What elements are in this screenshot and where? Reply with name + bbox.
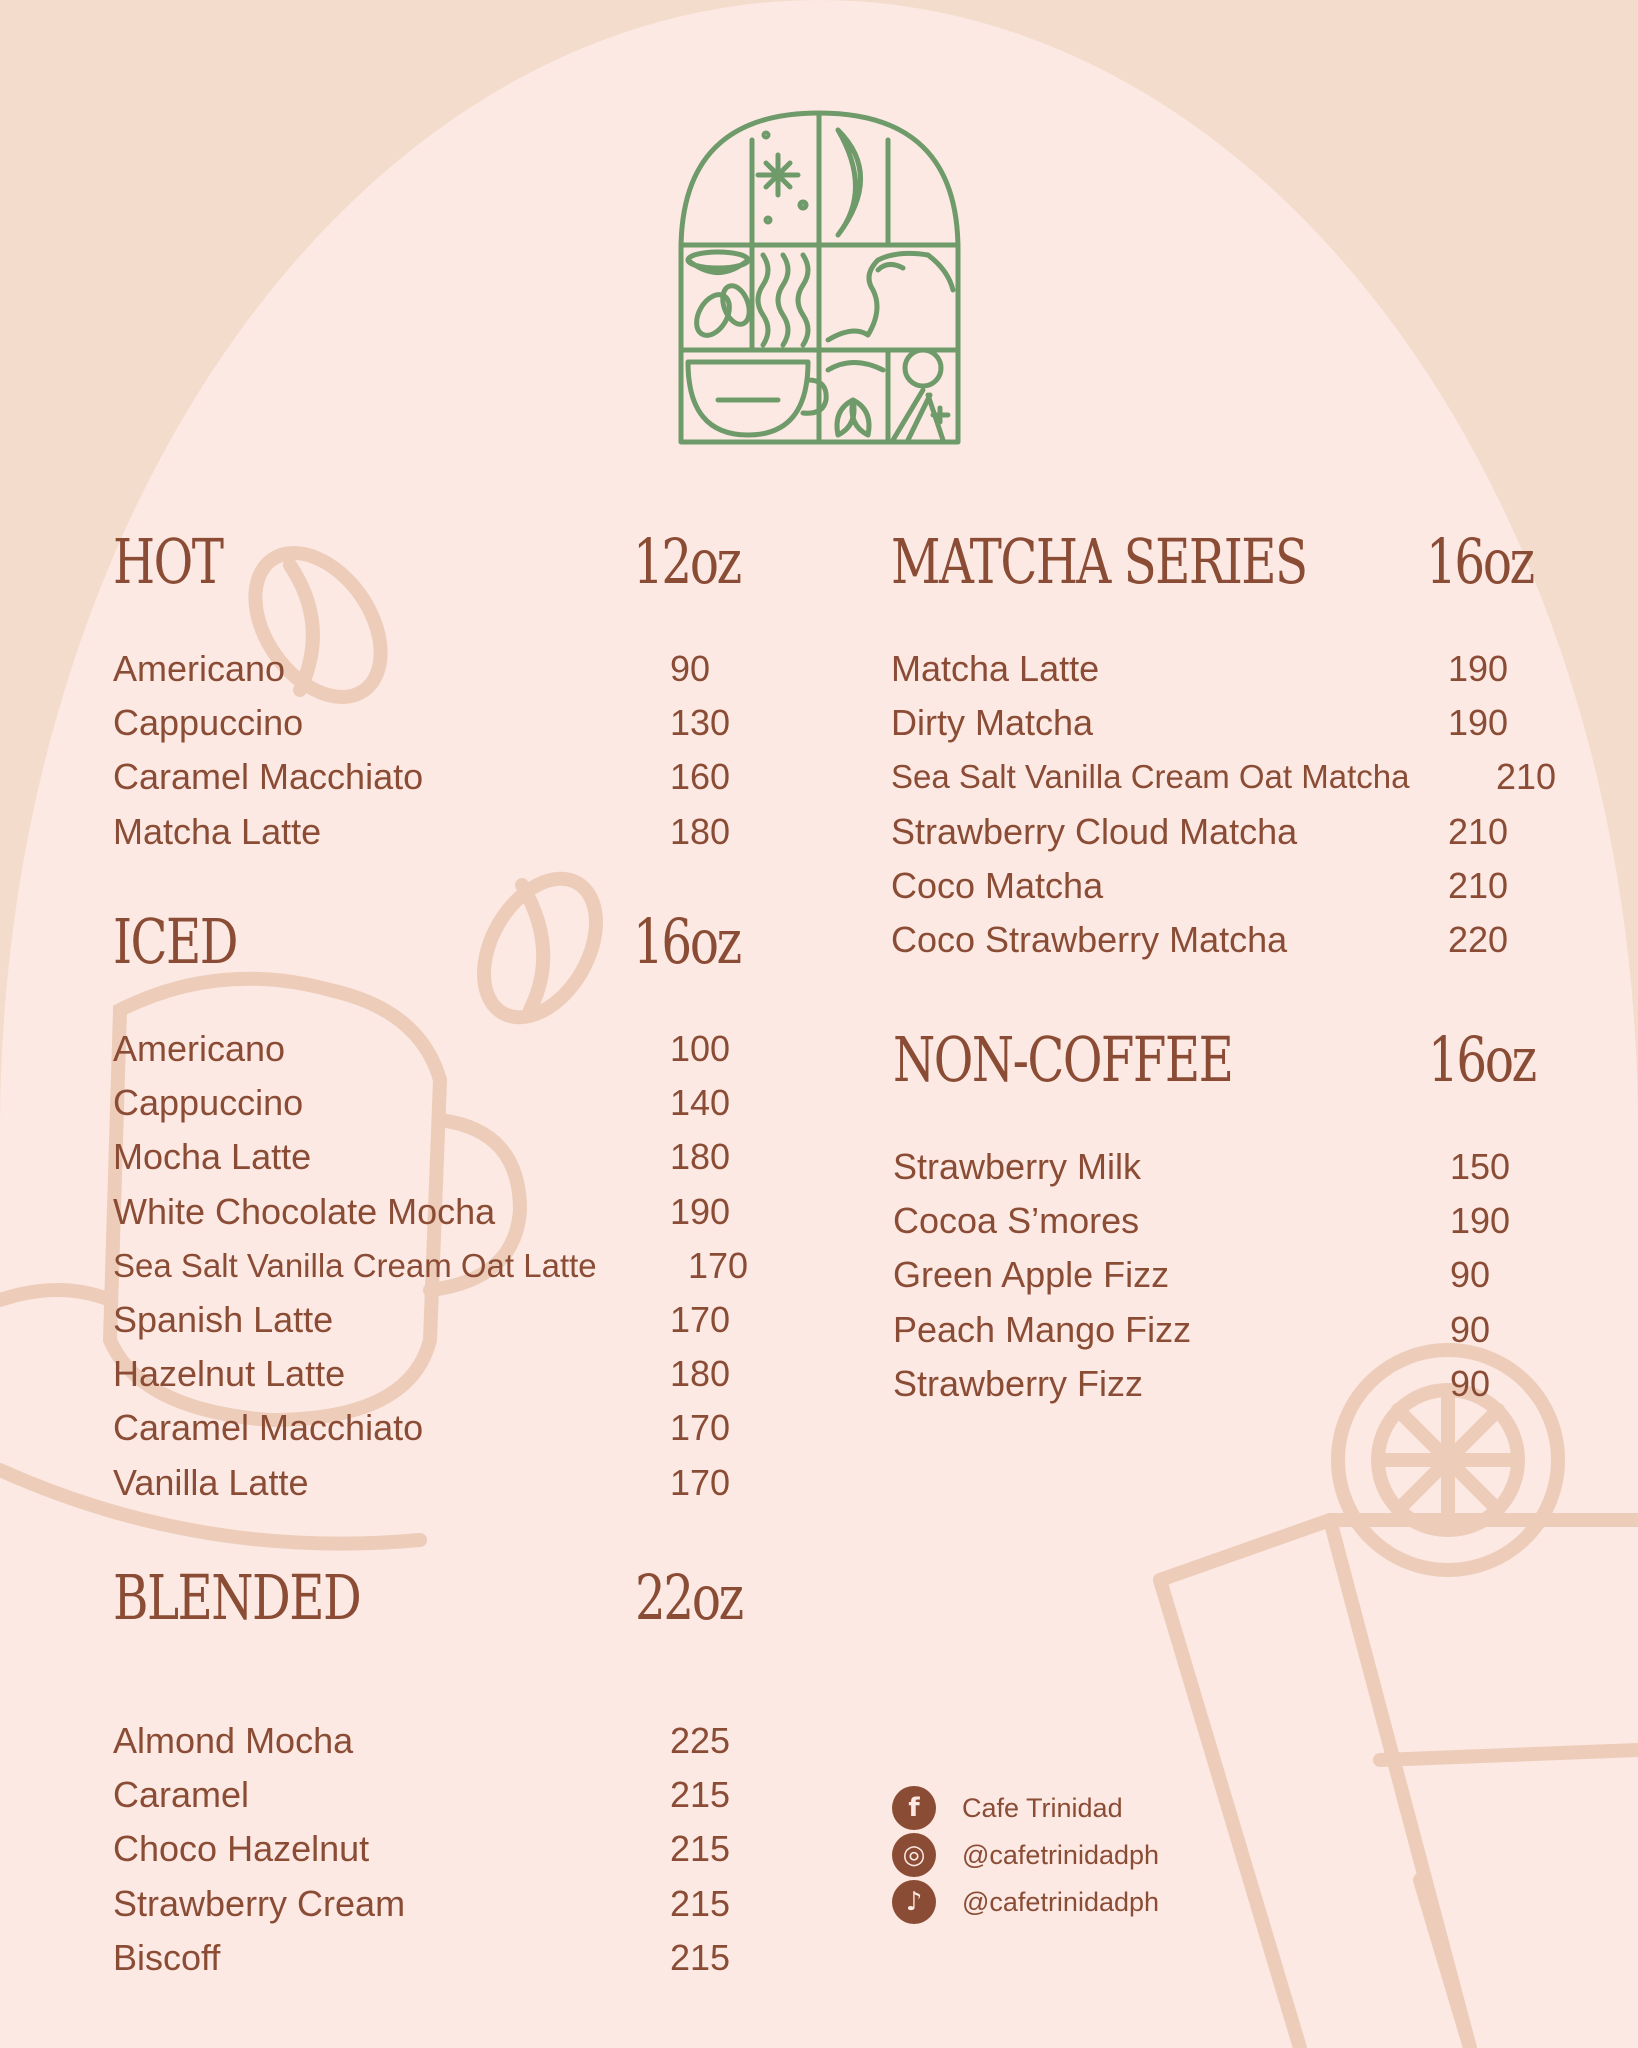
- item-price: 225: [670, 1720, 731, 1761]
- item-price: 170: [688, 1244, 749, 1286]
- list-item: [113, 1931, 773, 1985]
- item-price: 90: [1450, 1254, 1491, 1296]
- list-item: [893, 1303, 1593, 1357]
- item-price: 190: [1450, 1200, 1511, 1242]
- section-title: MATCHA SERIES: [891, 525, 1307, 598]
- social-label: @cafetrinidadph: [962, 1840, 1160, 1870]
- item-price: 170: [670, 1407, 731, 1449]
- item-name: Matcha Latte: [891, 648, 1100, 689]
- social-label: @cafetrinidadph: [962, 1887, 1160, 1917]
- list-item: [113, 1714, 773, 1768]
- item-price: 180: [670, 810, 731, 852]
- item-name: Coco Matcha: [891, 864, 1104, 906]
- list-item: [891, 696, 1591, 750]
- item-price: 220: [1448, 918, 1509, 960]
- section-size: 22oz: [635, 1561, 742, 1634]
- item-name: Strawberry Cream: [113, 1882, 406, 1924]
- list-item: [113, 805, 753, 859]
- item-name: Cappuccino: [113, 702, 304, 744]
- item-price: 170: [670, 1298, 731, 1340]
- list-item: [113, 750, 753, 804]
- item-name: Caramel Macchiato: [113, 756, 424, 798]
- list-item: [113, 1239, 773, 1293]
- list-item: [113, 1130, 773, 1184]
- item-name: Sea Salt Vanilla Cream Oat Latte: [113, 1246, 597, 1284]
- item-name: White Chocolate Mocha: [113, 1190, 496, 1232]
- section-matcha-series: [891, 522, 1591, 967]
- section-size: 16oz: [1428, 1023, 1535, 1096]
- item-list: [113, 642, 753, 859]
- item-price: 90: [1450, 1308, 1491, 1350]
- section-blended: [113, 1558, 773, 1985]
- item-price: 130: [670, 702, 731, 744]
- item-name: Caramel Macchiato: [113, 1407, 424, 1449]
- list-item: [891, 750, 1591, 804]
- item-name: Hazelnut Latte: [113, 1353, 346, 1395]
- item-name: Sea Salt Vanilla Cream Oat Matcha: [891, 758, 1410, 796]
- list-item: [893, 1194, 1593, 1248]
- item-list: [113, 1714, 773, 1985]
- item-name: Green Apple Fizz: [893, 1254, 1170, 1296]
- item-price: 210: [1448, 810, 1509, 852]
- list-item: [113, 1768, 773, 1822]
- item-price: 180: [670, 1136, 731, 1178]
- list-item: [113, 1456, 773, 1510]
- list-item: [893, 1248, 1593, 1302]
- item-price: 140: [670, 1082, 731, 1124]
- item-name: Vanilla Latte: [113, 1461, 309, 1503]
- item-list: [113, 1022, 773, 1510]
- item-price: 190: [670, 1190, 731, 1232]
- item-name: Choco Hazelnut: [113, 1828, 370, 1870]
- list-item: [891, 859, 1591, 913]
- item-price: 90: [1450, 1362, 1491, 1404]
- item-list: [891, 642, 1591, 967]
- item-name: Strawberry Fizz: [893, 1362, 1144, 1404]
- item-price: 100: [670, 1028, 731, 1069]
- item-name: Caramel: [113, 1774, 250, 1816]
- section-size: 16oz: [633, 905, 740, 978]
- list-item: [113, 1022, 773, 1076]
- list-item: [113, 1877, 773, 1931]
- list-item: [113, 1076, 773, 1130]
- section-title: ICED: [113, 905, 237, 978]
- social-label: Cafe Trinidad: [962, 1793, 1123, 1823]
- section-size: 16oz: [1426, 525, 1533, 598]
- item-name: Mocha Latte: [113, 1136, 312, 1178]
- section-title: BLENDED: [113, 1561, 361, 1634]
- item-price: 190: [1448, 702, 1509, 744]
- item-name: Matcha Latte: [113, 810, 322, 852]
- item-name: Strawberry Cloud Matcha: [891, 810, 1298, 852]
- item-price: 150: [1450, 1146, 1511, 1187]
- section-hot: [113, 522, 753, 859]
- list-item: [891, 642, 1591, 696]
- item-price: 215: [670, 1936, 731, 1978]
- section-size: 12oz: [633, 525, 740, 598]
- item-name: Almond Mocha: [113, 1720, 354, 1761]
- item-name: Cocoa S’mores: [893, 1200, 1140, 1242]
- item-price: 215: [670, 1774, 731, 1816]
- item-list: [893, 1140, 1593, 1411]
- list-item: [113, 1185, 773, 1239]
- list-item: [113, 1822, 773, 1876]
- section-title: HOT: [113, 525, 223, 598]
- item-name: Biscoff: [113, 1936, 221, 1978]
- list-item: [893, 1140, 1593, 1194]
- item-name: Spanish Latte: [113, 1298, 334, 1340]
- item-name: Strawberry Milk: [893, 1146, 1142, 1187]
- tiktok-icon: ♪: [892, 1880, 936, 1924]
- list-item: [113, 1347, 773, 1401]
- list-item: [113, 696, 753, 750]
- list-item: [113, 1401, 773, 1455]
- item-name: Americano: [113, 648, 286, 689]
- item-price: 210: [1496, 756, 1557, 798]
- facebook-icon: f: [892, 1786, 936, 1830]
- item-name: Cappuccino: [113, 1082, 304, 1124]
- section-title: NON-COFFEE: [893, 1023, 1233, 1096]
- item-price: 210: [1448, 864, 1509, 906]
- item-price: 180: [670, 1353, 731, 1395]
- list-item: [113, 1293, 773, 1347]
- item-price: 215: [670, 1828, 731, 1870]
- item-name: Peach Mango Fizz: [893, 1308, 1192, 1350]
- item-name: Coco Strawberry Matcha: [891, 918, 1288, 960]
- list-item: [893, 1357, 1593, 1411]
- section-non-coffee: [893, 1020, 1593, 1411]
- item-name: Dirty Matcha: [891, 702, 1094, 744]
- instagram-icon: ◎: [892, 1833, 936, 1877]
- section-iced: [113, 902, 773, 1510]
- list-item: [891, 805, 1591, 859]
- item-price: 190: [1448, 648, 1509, 689]
- item-price: 90: [670, 648, 711, 689]
- item-price: 160: [670, 756, 731, 798]
- list-item: [891, 913, 1591, 967]
- item-price: 215: [670, 1882, 731, 1924]
- item-name: Americano: [113, 1028, 286, 1069]
- list-item: [113, 642, 753, 696]
- arched-window-logo-icon: [678, 110, 961, 445]
- item-price: 170: [670, 1461, 731, 1503]
